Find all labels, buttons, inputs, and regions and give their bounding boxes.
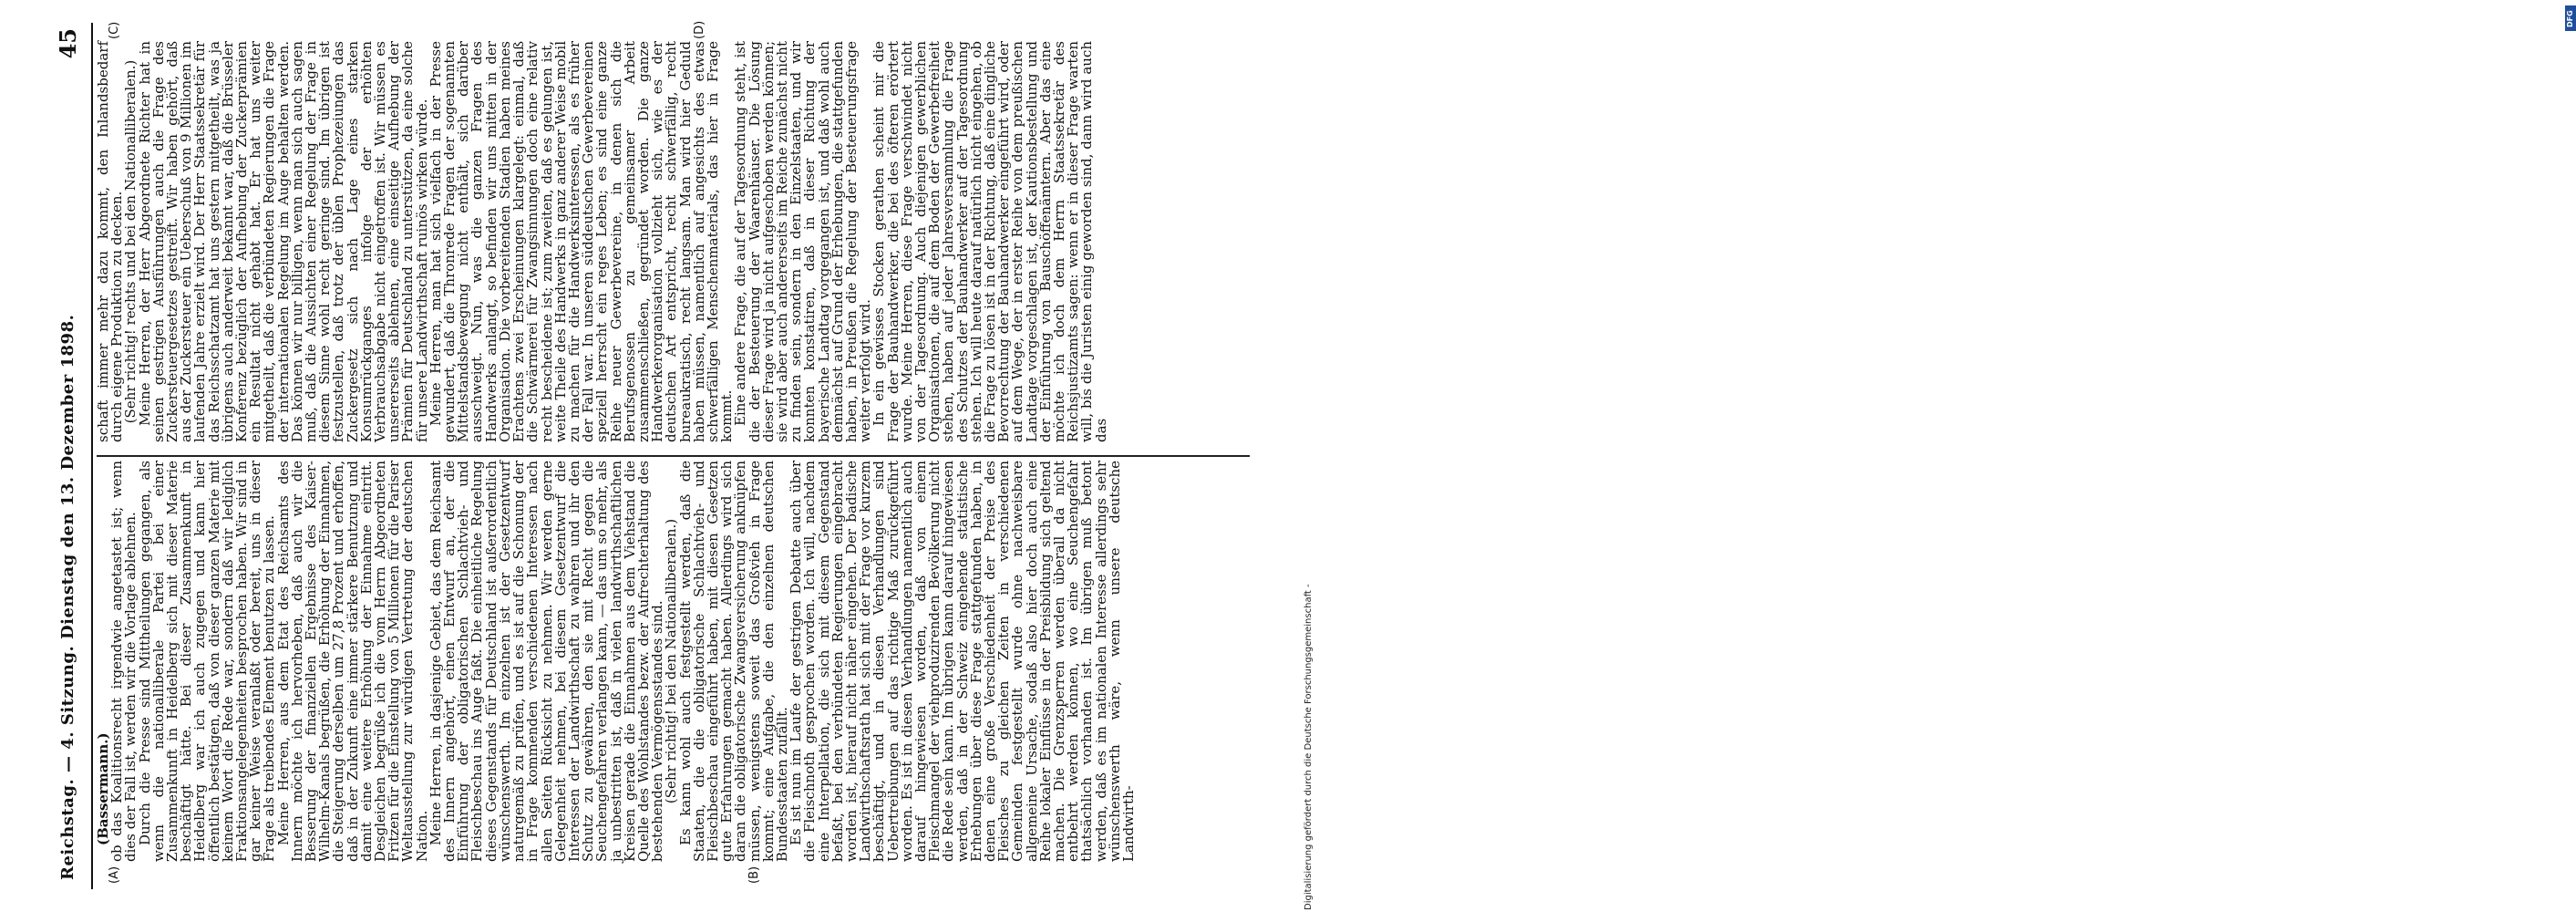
left-column (97, 461, 1136, 862)
paragraph: Meine Herren, der Herr Abgeordnete Richter hat in seinen gestrigen Ausführungen auch die Frage des Zuckersteuergesetzes gestreift. Wir haben gehört, daß aus der Zuckersteuer ein Ueberschuß von 9 Millionen im laufenden Jahre erzielt wird. Der Herr Staatssekretär für das Reichsschatzamt hat uns gestern mitgetheilt, was ja übrigens auch anderweit bekannt war, daß die Brüsseler Konferenz bezüglich der Aufhebung der Zuckerprämien ein Resultat nicht gehabt hat. Er hat uns weiter mitgetheilt, daß die verbündeten Regierungen die Frage der internationalen Regelung im Auge behalten werden. Das können wir nur billigen, wenn man sich auch sagen muß, daß die Aussichten einer Regelung der Frage in diesem Sinne wohl recht geringe sind. Im übrigen ist festzustellen, daß trotz der üblen Prophezeiungen das Zuckergesetz sich nach Lage eines starken Konsumrückganges infolge der erhöhten Verbrauchsabgabe nicht eingetroffen ist. Wir müssen es unsererseits ablehnen, eine einseitige Aufhebung der Prämien für Deutschland zu unterstützen, da eine solche für unsere Landwirthschaft ruinös wirken würde. (136, 41, 430, 442)
paragraph: Meine Herren, man hat sich vielfach in der Presse gewundert, daß die Thronrede Fragen der sogenannten Mittelstandsbewegung nicht enthält, sich darüber ausschweigt. Nun, was die ganzen Fragen des Handwerks anlangt, so befinden wir uns mitten in der Organisation. Die vorbereitenden Stadien haben meines Erachtens zwei Erscheinungen klargelegt: einmal, daß die Schwärmerei für Zwangsinnungen doch eine relativ recht bescheidene ist; zum zweiten, daß es gelungen ist, weite Theile des Handwerks in ganz anderer Weise mobil zu machen für die Handwerksinteressen, als es früher der Fall war. In unseren süddeutschen Gewerbevereinen speziell herrscht ein reges Leben; es sind eine ganze Reihe neuer Gewerbevereine, in denen sich die Berufsgenossen zu gemeinsamer Arbeit zusammenschließen, gegründet worden. Die ganze Handwerkerorganisation vollzieht sich, wie es der deutschen Art entspricht, recht schwerfällig, recht bureaukratisch, recht langsam. Man wird hier Geduld haben müssen, namentlich auf angesichts des etwas schwerfälligen Menschenmaterials, das hier in Frage kommt. (427, 41, 736, 442)
margin-marker-a: (A) (108, 865, 121, 884)
header-rule (91, 23, 93, 889)
right-column (97, 41, 1108, 442)
digitization-note: Digitalisierung gefördert durch die Deutsche Forschungsgemeinschaft - (1303, 584, 1314, 910)
applause-note: (Sehr richtig! rechts und bei den Nationalliberalen.) (122, 59, 139, 424)
paragraph: Meine Herren, aus dem Etat des Reichsamts des Innern möchte ich hervorheben, daß auch wir die Besserung der finanziellen Ergebnisse des Kaiser-Wilhelm-Kanals begrüßen, die Erhöhung der Einnahmen, die Steigerung derselben um 27,8 Prozent und erhoffen, daß in der Zukunft eine immer stärkere Benutzung und damit eine weitere Erhöhung der Einnahme eintritt. Desgleichen begrüße ich die vom Herrn Abgeordneten Fritzen für die Einstellung von 5 Millionen für die Pariser Weltausstellung zur würdigen Vertretung der deutschen Nation. (274, 461, 430, 862)
header-title: Reichstag. — 4. Sitzung. Dienstag den 13. Dezember 1898. (58, 314, 77, 880)
paragraph: ob das Koalitionsrecht irgendwie angetastet ist; wenn dies der Fall ist, werden wir die Vorlage ablehnen. (108, 461, 139, 862)
margin-marker-d: (D) (693, 20, 706, 39)
paragraph: Durch die Presse sind Mittheilungen gegangen, als wenn die nationalliberale Partei bei einer Zusammenkunft in Heidelberg sich mit dieser Materie beschäftigt hätte. Bei dieser Zusammenkunft in Heidelberg war ich auch zugegen und kann hier öffentlich bestätigen, daß von dieser ganzen Materie mit keinem Wort die Rede war, sondern daß wir lediglich Fraktionsangelegenheiten besprochen haben. Wir sind in gar keiner Weise veranlaßt oder bereit, uns in dieser Frage als treibendes Element benutzen zu lassen. (136, 461, 278, 862)
rotated-newspaper-page (55, 20, 1253, 889)
margin-marker-c: (C) (108, 21, 121, 39)
speaker-name: (Bassermann.) (95, 732, 111, 845)
paragraph: Meine Herren, in dasjenige Gebiet, das dem Reichsamt des Innern angehört, einen Entwurf an, der die Einführung der obligatorischen Schlachtvieh- und Fleischbeschau ins Auge faßt. Die einheitliche Regelung dieses Gegenstands für Deutschland ist außerordentlich wünschenswerth. Im einzelnen ist der Gesetzentwurf naturgemäß zu prüfen, und es ist auf die Schonung der in Frage kommenden verschiedenen Interessen nach allen Seiten Rücksicht zu nehmen. Wir werden gerne Gelegenheit nehmen, bei diesem Gesetzentwurf die Interessen der Landwirthschaft zu wahren und ihr den Schutz zu gewähren, den sie mit Recht gegen die Seuchengefahren verlangen kann, — das um so mehr, als ja unbestritten ist, daß in vielen landwirthschaftlichen Kreisen gerade die Einnahmen aus dem Viehstand die Quelle des Wohlstandes bezw. der Aufrechterhaltung des bestehenden Vermögensstandes sind. (427, 461, 666, 862)
dfg-logo: DFG (2565, 5, 2576, 31)
page-number: 45 (55, 28, 81, 59)
margin-marker-b: (B) (747, 865, 761, 884)
paragraph: Es ist nun im Laufe der gestrigen Debatte auch über die Fleischnoth gesprochen worden. Ich will, nachdem eine Interpellation, die sich mit diesem Gegenstand befaßt, bei den verbündeten Regierungen eingebracht worden ist, hierauf nicht näher eingehen. Der badische Landwirthschaftsrath hat sich mit der Frage vor kurzem beschäftigt, und in diesen Verhandlungen sind Uebertreibungen auf das richtige Maß zurückgeführt worden. Es ist in diesen Verhandlungen namentlich auch darauf hingewiesen worden, daß von einem Fleischmangel der viehproduzirenden Bevölkerung nicht die Rede sein kann. Im übrigen kann darauf hingewiesen werden, daß in der Schweiz eingehende statistische Erhebungen über diese Frage stattgefunden haben, in denen eine große Verschiedenheit der Preise des Fleisches zu gleichen Zeiten in verschiedenen Gemeinden festgestellt wurde ohne nachweisbare allgemeine Ursache, sodaß also hier doch auch eine Reihe lokaler Einflüsse in der Preisbildung sich geltend machen. Die Grenzsperren werden überall da nicht entbehrt werden können, wo eine Seuchengefahr thatsächlich vorhanden ist. Im übrigen muß betont werden, daß es im nationalen Interesse allerdings sehr wünschenswerth wäre, wenn unsere deutsche Landwirth- (788, 461, 1138, 862)
paragraph: Eine andere Frage, die auf der Tagesordnung steht, ist die der Besteuerung der Waarenhäuser. Die Lösung dieser Frage wird ja nicht aufgeschoben werden können; sie wird aber auch andererseits im Reiche zunächst nicht zu finden sein, sondern in den Einzelstaaten, und wir konnten konstatiren, daß in dieser Richtung der bayerische Landtag vorgegangen ist, und daß wohl auch demnächst auf Grund der Erhebungen, die stattgefunden haben, in Preußen die Regelung der Besteuerungsfrage weiter verfolgt wird. (732, 41, 874, 442)
page-header (55, 23, 88, 889)
paragraph: Es kann wohl auch festgestellt werden, daß die Staaten, die die obligatorische Schlachtvieh- und Fleischbeschau eingeführt haben, mit diesen Gesetzen gute Erfahrungen gemacht haben. Allerdings wird sich daran die obligatorische Zwangsversicherung anknüpfen müssen, wenigstens soweit das Großvieh in Frage kommt; eine Aufgabe, die den einzelnen deutschen Bundesstaaten zufällt. (676, 461, 790, 862)
applause-note: (Sehr richtig! bei den Nationalliberalen.) (663, 518, 680, 804)
paragraph: In ein gewisses Stocken gerathen scheint mir die Frage der Bauhandwerker, die bei des öfteren erörtert wurde. Meine Herren, diese Frage verschwindet nicht von der Tagesordnung. Auch diejenigen gewerblichen Organisationen, die auf dem Boden der Gewerbefreiheit stehen, haben auf jeder Jahresversammlung die Frage des Schutzes der Bauhandwerker auf der Tagesordnung stehen. Ich will heute darauf natürlich nicht eingehen, ob die Frage zu lösen ist in der Richtung, daß eine dingliche Bevorrechtung der Bauhandwerker eingeführt wird, oder auf dem Wege, der in erster Reihe von dem preußischen Landtage vorgeschlagen ist, der Kautionsbestellung und der Einführung von Bauschöffenämtern. Aber das eine möchte ich doch dem Herrn Staatssekretär des Reichsjustizamts sagen: wenn er in dieser Frage warten will, bis die Juristen einig geworden sind, dann wird auch das (871, 41, 1109, 442)
paragraph: schaft immer mehr dazu kommt, den Inlandsbedarf durch eigene Produktion zu decken. (95, 41, 126, 442)
column-divider (97, 455, 1250, 457)
